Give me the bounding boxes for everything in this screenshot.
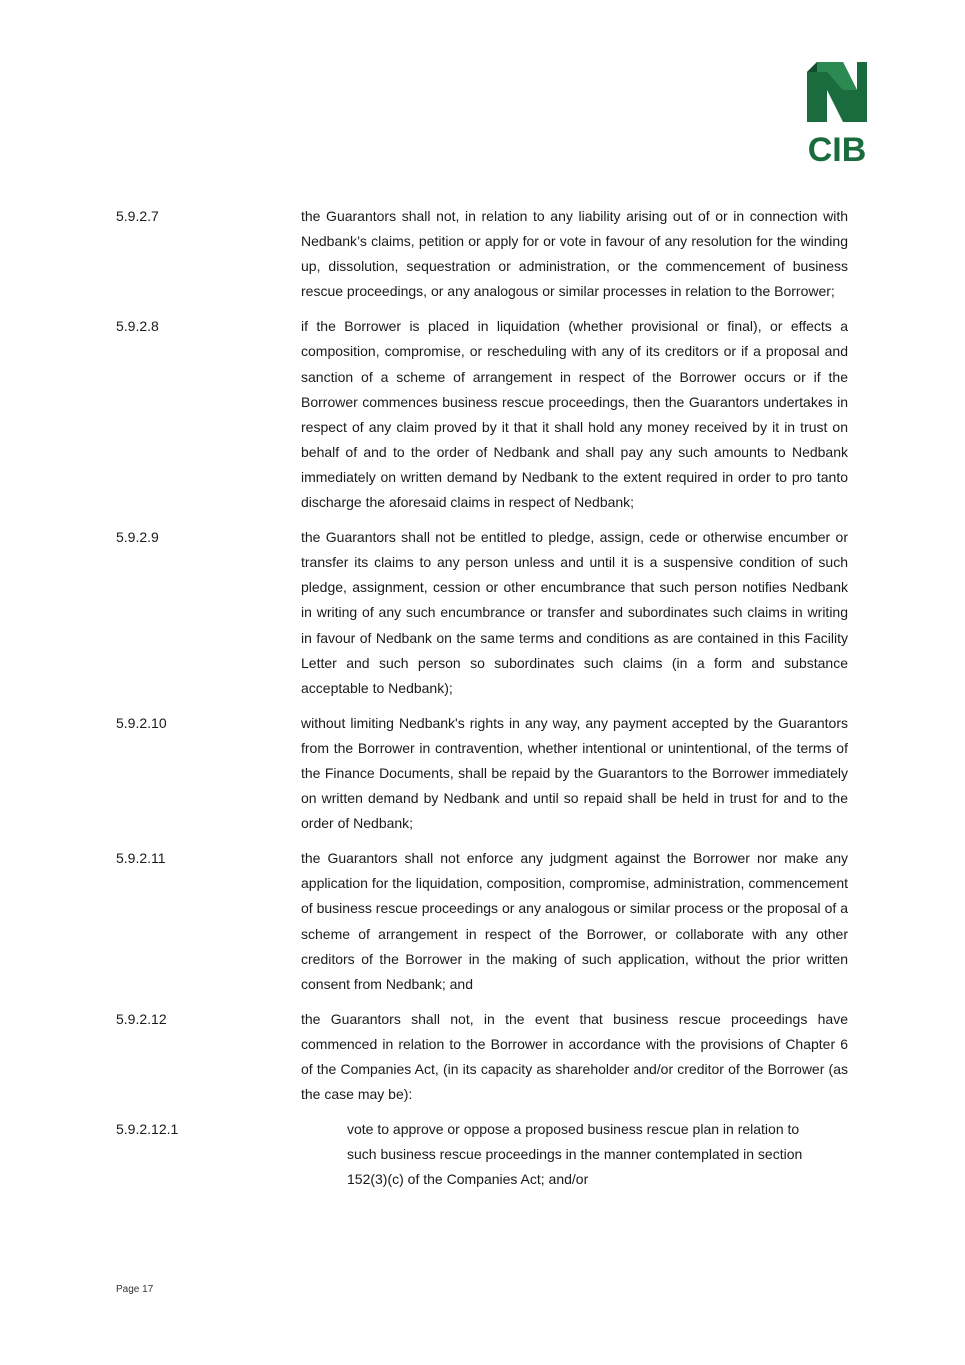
clause-text: without limiting Nedbank's rights in any way, any payment accepted by the Guarantors from the Borrower in contravention, whether intentional or unintentional, of the terms of the Finance Documents, shall be repaid by the Guarantors to the Borrower immediately on written demand by Nedbank and until so repaid shall be held in trust for and to the order of Nedbank; xyxy=(301,714,848,832)
clause-5-9-2-8 xyxy=(0,314,965,515)
clause-number: 5.9.2.12.1 xyxy=(116,1121,179,1138)
nedbank-cib-logo xyxy=(803,58,871,168)
nedbank-n-icon xyxy=(803,58,871,126)
clause-5-9-2-7 xyxy=(0,204,965,304)
clause-5-9-2-11 xyxy=(0,846,965,997)
clause-5-9-2-10 xyxy=(0,711,965,836)
clause-text: the Guarantors shall not, in the event that business rescue proceedings have commenced in relation to the Borrower in accordance with the provisions of Chapter 6 of the Companies Act, (in its capacity as shareholder and/or creditor of the Borrower (as the case may be): xyxy=(301,1010,848,1103)
page-number: Page 17 xyxy=(116,1284,154,1295)
clause-text: the Guarantors shall not enforce any judgment against the Borrower nor make any application for the liquidation, composition, compromise, administration, commencement of business rescue proceedings or any analogous or similar process or the proposal of a scheme of arrangement in respect of the Borrower, or collaborate with any other creditors of the Borrower in the making of such application, without the prior written consent from Nedbank; and xyxy=(301,850,848,992)
clause-text: the Guarantors shall not be entitled to pledge, assign, cede or otherwise encumber or transfer its claims to any person unless and until it is a suspensive condition of such pledge, assignment, cession or other encumbrance that such person notifies Nedbank in writing of any such encumbrance or transfer and subordinates such claims in writing in favour of Nedbank on the same terms and conditions as are contained in this Facility Letter and such person so subordinates such claims (in a form and substance acceptable to Nedbank); xyxy=(301,529,848,696)
clause-number: 5.9.2.9 xyxy=(116,529,159,546)
clause-number: 5.9.2.7 xyxy=(116,208,159,224)
clause-text: vote to approve or oppose a proposed business rescue plan in relation to such business rescue proceedings in the manner contemplated in section 152(3)(c) of the Companies Act; and/or xyxy=(347,1121,803,1188)
clause-5-9-2-9 xyxy=(0,525,965,701)
clause-number: 5.9.2.11 xyxy=(116,850,166,867)
clause-number: 5.9.2.10 xyxy=(116,714,167,731)
clause-5-9-2-12-1 xyxy=(0,1117,965,1192)
clause-number: 5.9.2.8 xyxy=(116,318,159,335)
clause-number: 5.9.2.12 xyxy=(116,1010,167,1027)
clause-list xyxy=(0,204,965,1202)
clause-text: if the Borrower is placed in liquidation (whether provisional or final), or effects a composition, compromise, or rescheduling with any of its creditors or if a proposal and sanction of a scheme of arrangement in respect of the Borrower occurs or if the Borrower commences business rescue proceedings, then the Guarantors undertakes in respect of any claim proved by it that it shall hold any money received by it in trust on behalf of and to the order of Nedbank and shall pay any such amounts to Nedbank immediately on written demand by Nedbank to the extent required in order to pro tanto discharge the aforesaid claims in respect of Nedbank; xyxy=(301,318,848,511)
clause-text: the Guarantors shall not, in relation to any liability arising out of or in connection with Nedbank’s claims, petition or apply for or vote in favour of any resolution for the winding up, dissolution, sequestration or administration, or the commencement of business rescue proceedings, or any analogous or similar processes in relation to the Borrower; xyxy=(301,208,848,300)
clause-5-9-2-12 xyxy=(0,1007,965,1107)
logo-text: CIB xyxy=(807,131,867,169)
